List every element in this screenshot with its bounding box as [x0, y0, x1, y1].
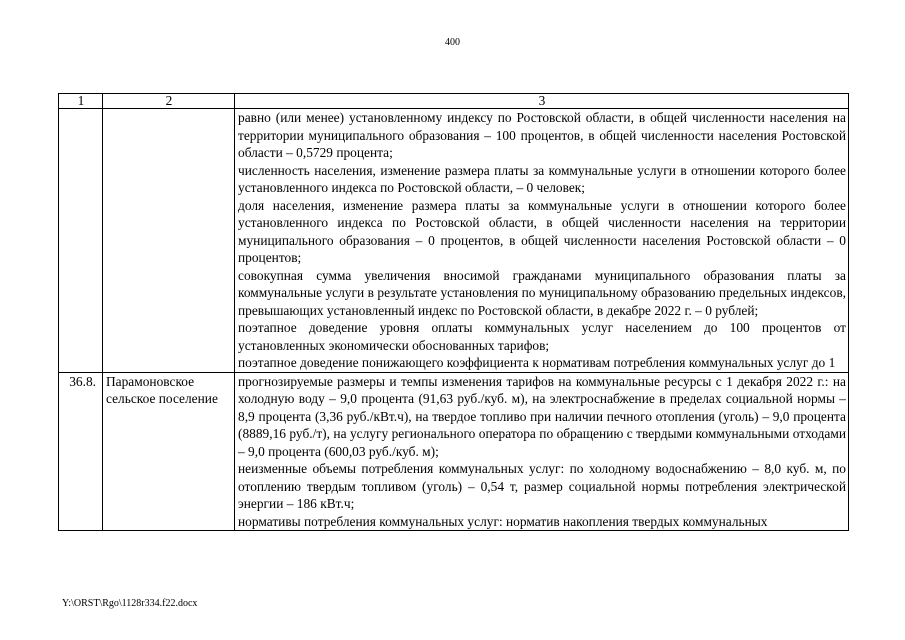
- row-number-cell: [59, 109, 103, 373]
- header-cell-3: 3: [235, 94, 849, 109]
- table-row: [59, 109, 849, 373]
- table-header-row: [59, 94, 849, 109]
- paragraph: поэтапное доведение уровня оплаты коммунальных услуг населением до 100 процентов от установленных экономически обоснованных тарифов;: [238, 320, 846, 353]
- row-name-cell: [103, 109, 235, 373]
- paragraph: поэтапное доведение понижающего коэффициента к нормативам потребления коммунальных услуг до 1: [238, 355, 836, 370]
- row-number-cell: 36.8.: [59, 372, 103, 531]
- footer-file-path: Y:\ORST\Rgo\1128r334.f22.docx: [62, 598, 198, 609]
- paragraph: совокупная сумма увеличения вносимой гражданами муниципального образования платы за коммунальные услуги в результате установления по муниципальному образованию предельных индексов, превышающих установленный индекс по Ростовской области, в декабре 2022 г. – 0 рублей;: [238, 267, 846, 318]
- paragraph: численность населения, изменение размера платы за коммунальные услуги в отношении которого более установленного индекса по Ростовской области, – 0 человек;: [238, 162, 846, 195]
- row-name-cell: Парамоновское сельское поселение: [103, 372, 235, 531]
- table-row: [59, 372, 849, 531]
- page-number: 400: [445, 37, 460, 48]
- paragraph: доля населения, изменение размера платы за коммунальные услуги в отношении которого более установленного индекса по Ростовской области, в общей численности населения на территории муниципального образования – 0 процентов, в общей численности населения Ростовской области – 0 процентов;: [238, 197, 846, 265]
- row-text-cell: [235, 372, 849, 531]
- paragraph: прогнозируемые размеры и темпы изменения тарифов на коммунальные ресурсы с 1 декабря 2022 г.: на холодную воду – 9,0 процента (91,63 руб./куб. м), на электроснабжение в пределах социальной нормы – 8,9 процента (3,36 руб./кВт.ч), на твердое топливо при наличии печного отопления (уголь) – 9,0 процента (8889,16 руб./т), на услугу регионального оператора по обращению с твердыми коммунальными отходами – 9,0 процента (600,03 руб./куб. м);: [238, 373, 846, 459]
- row-text-cell: [235, 109, 849, 373]
- header-cell-2: 2: [103, 94, 235, 109]
- tariff-table: [58, 93, 849, 531]
- paragraph: равно (или менее) установленному индексу по Ростовской области, в общей численности населения на территории муниципального образования – 100 процентов, в общей численности населения Ростовской области – 0,5729 процента;: [238, 110, 846, 160]
- paragraph: неизменные объемы потребления коммунальных услуг: по холодному водоснабжению – 8,0 куб. м, по отоплению твердым топливом (уголь) – 0,54 т, размер социальной нормы потребления электрической энергии – 186 кВт.ч;: [238, 461, 846, 511]
- header-cell-1: 1: [59, 94, 103, 109]
- paragraph: нормативы потребления коммунальных услуг: норматив накопления твердых коммунальных: [238, 513, 768, 529]
